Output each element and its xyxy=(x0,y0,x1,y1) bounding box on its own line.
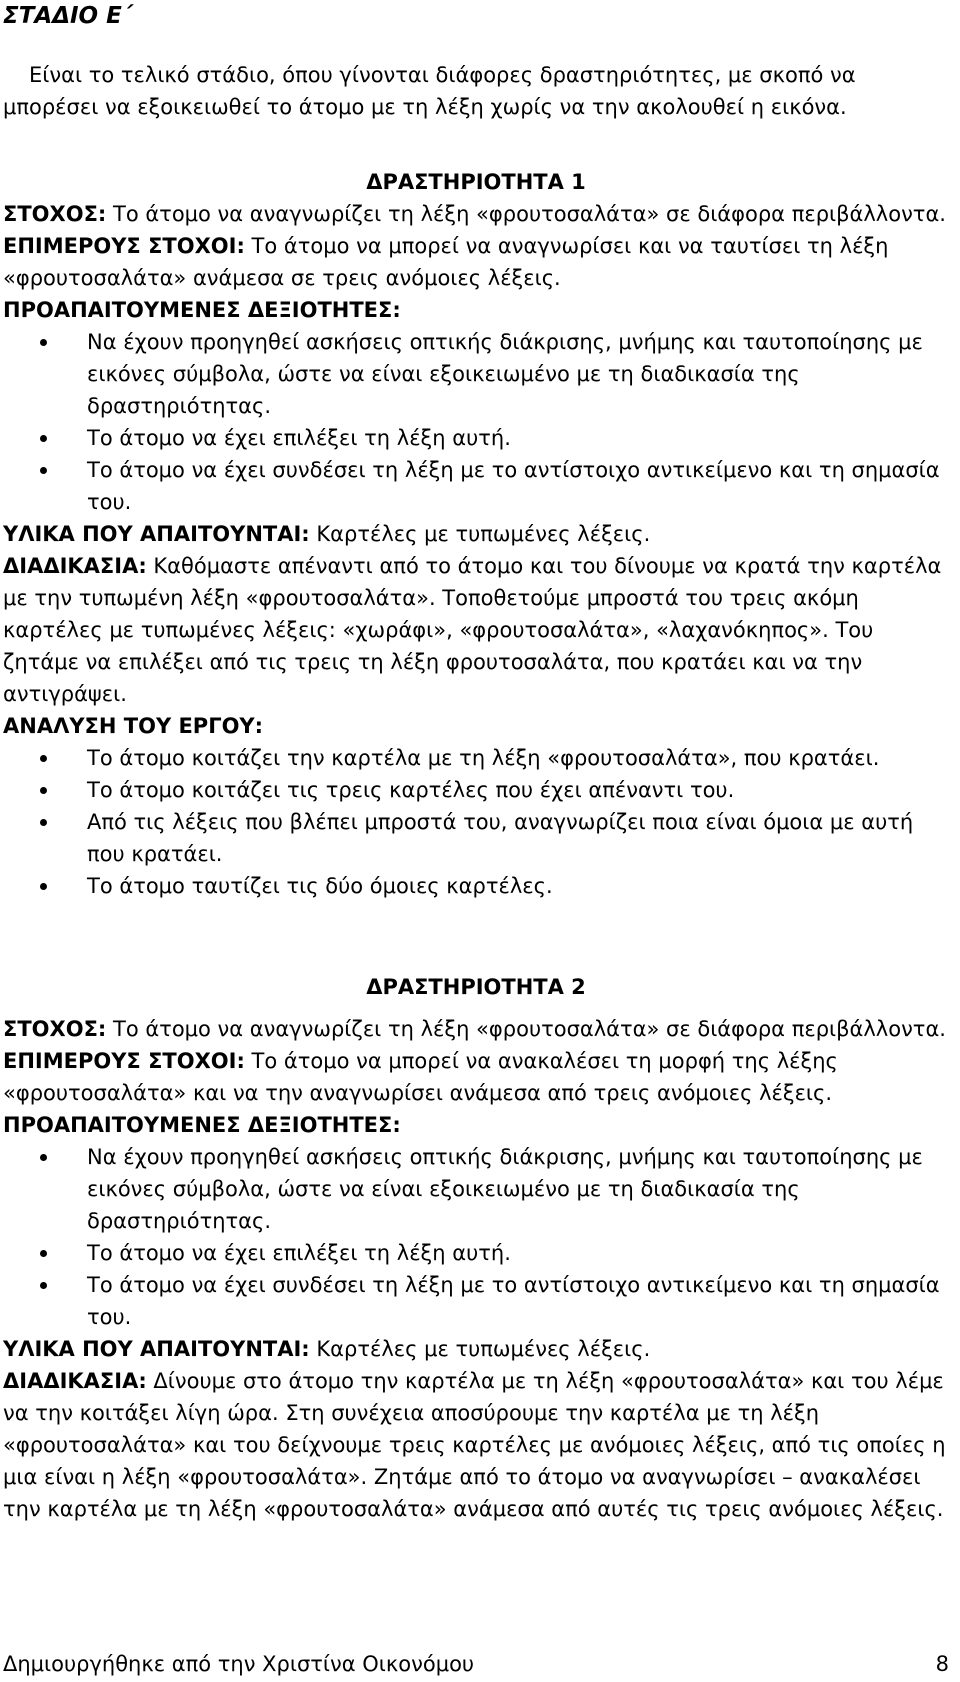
activity-2-section xyxy=(3,971,949,1525)
page-number: 8 xyxy=(935,1652,949,1676)
activity-2-procedure xyxy=(3,1365,949,1525)
list-item-text: Το άτομο να έχει επιλέξει τη λέξη αυτή. xyxy=(87,1241,511,1265)
bullet-icon xyxy=(40,883,47,890)
list-item-text: Το άτομο να έχει συνδέσει τη λέξη με το αντίστοιχο αντικείμενο και τη σημασία του. xyxy=(87,458,940,514)
subgoals-text: Το άτομο να μπορεί να ανακαλέσει τη μορφή της λέξης «φρουτοσαλάτα» και να την αναγνωρίσει ανάμεσα από τρεις ανόμοιες λέξεις. xyxy=(3,1049,838,1105)
activity-1-prereq-list xyxy=(3,326,949,518)
bullet-icon xyxy=(40,787,47,794)
procedure-text: Δίνουμε στο άτομο την καρτέλα με τη λέξη «φρουτοσαλάτα» και του λέμε να την κοιτάξει λίγη ώρα. Στη συνέχεια αποσύρουμε την καρτέλα με τη λέξη «φρουτοσαλάτα» και του δείχνουμε τρεις καρτέλες με ανόμοιες λέξεις, από τις οποίες η μια είναι η λέξη «φρουτοσαλάτα». Ζητάμε από το άτομο να αναγνωρίσει – ανακαλέσει την καρτέλα με τη λέξη «φρουτοσαλάτα» ανάμεσα από αυτές τις τρεις ανόμοιες λέξεις. xyxy=(3,1369,946,1521)
procedure-text: Καθόμαστε απέναντι από το άτομο και του δίνουμε να κρατά την καρτέλα με την τυπωμένη λέξη «φρουτοσαλάτα». Τοποθετούμε μπροστά του τρεις ακόμη καρτέλες με τυπωμένες λέξεις: «χωράφι», «φρουτοσαλάτα», «λαχανόκηπος». Του ζητάμε να επιλέξει από τις τρεις τη λέξη φρουτοσαλάτα, που κρατάει και να την αντιγράψει. xyxy=(3,554,942,706)
bullet-icon xyxy=(40,1282,47,1289)
goal-text: Το άτομο να αναγνωρίζει τη λέξη «φρουτοσαλάτα» σε διάφορα περιβάλλοντα. xyxy=(106,202,946,226)
list-item-text: Το άτομο κοιτάζει τις τρεις καρτέλες που έχει απέναντι του. xyxy=(87,778,735,802)
activity-1-title: ΔΡΑΣΤΗΡΙΟΤΗΤΑ 1 xyxy=(366,170,586,194)
bullet-icon xyxy=(40,467,47,474)
list-item xyxy=(87,1269,949,1333)
stage-title: ΣΤΑΔΙΟ Ε΄ xyxy=(3,3,132,29)
activity-2-goal xyxy=(3,1013,949,1045)
procedure-label: ΔΙΑΔΙΚΑΣΙΑ: xyxy=(3,1369,147,1393)
activity-2-title: ΔΡΑΣΤΗΡΙΟΤΗΤΑ 2 xyxy=(366,975,586,999)
activity-2-materials xyxy=(3,1333,949,1365)
list-item-text: Το άτομο να έχει συνδέσει τη λέξη με το αντίστοιχο αντικείμενο και τη σημασία του. xyxy=(87,1273,940,1329)
list-item-text: Από τις λέξεις που βλέπει μπροστά του, αναγνωρίζει ποια είναι όμοια με αυτή που κρατάει. xyxy=(87,810,914,866)
goal-label: ΣΤΟΧΟΣ: xyxy=(3,1017,107,1041)
bullet-icon xyxy=(40,1250,47,1257)
activity-2-prereq-label: ΠΡΟΑΠΑΙΤΟΥΜΕΝΕΣ ΔΕΞΙΟΤΗΤΕΣ: xyxy=(3,1113,401,1137)
list-item xyxy=(87,422,949,454)
bullet-icon xyxy=(40,339,47,346)
activity-1-prereq-label: ΠΡΟΑΠΑΙΤΟΥΜΕΝΕΣ ΔΕΞΙΟΤΗΤΕΣ: xyxy=(3,298,401,322)
activity-1-goal xyxy=(3,198,949,230)
activity-1-subgoals xyxy=(3,230,949,294)
activity-1-materials xyxy=(3,518,949,550)
materials-label: ΥΛΙΚΑ ΠΟΥ ΑΠΑΙΤΟΥΝΤΑΙ: xyxy=(3,522,310,546)
activity-2-prereq-list xyxy=(3,1141,949,1333)
list-item xyxy=(87,326,949,422)
activity-2-subgoals xyxy=(3,1045,949,1109)
subgoals-label: ΕΠΙΜΕΡΟΥΣ ΣΤΟΧΟΙ: xyxy=(3,234,245,258)
list-item xyxy=(87,454,949,518)
list-item-text: Το άτομο κοιτάζει την καρτέλα με τη λέξη «φρουτοσαλάτα», που κρατάει. xyxy=(87,746,880,770)
list-item-text: Να έχουν προηγηθεί ασκήσεις οπτικής διάκρισης, μνήμης και ταυτοποίησης με εικόνες σύμβολα, ώστε να είναι εξοικειωμένο με τη διαδικασία της δραστηριότητας. xyxy=(87,1145,923,1233)
subgoals-text: Το άτομο να μπορεί να αναγνωρίσει και να ταυτίσει τη λέξη «φρουτοσαλάτα» ανάμεσα σε τρεις ανόμοιες λέξεις. xyxy=(3,234,889,290)
intro-paragraph: Είναι το τελικό στάδιο, όπου γίνονται διάφορες δραστηριότητες, με σκοπό να μπορέσει να εξοικειωθεί το άτομο με τη λέξη χωρίς να την ακολουθεί η εικόνα. xyxy=(3,63,856,119)
bullet-icon xyxy=(40,755,47,762)
procedure-label: ΔΙΑΔΙΚΑΣΙΑ: xyxy=(3,554,147,578)
list-item xyxy=(87,1237,949,1269)
list-item xyxy=(87,870,949,902)
list-item-text: Να έχουν προηγηθεί ασκήσεις οπτικής διάκρισης, μνήμης και ταυτοποίησης με εικόνες σύμβολα, ώστε να είναι εξοικειωμένο με τη διαδικασία της δραστηριότητας. xyxy=(87,330,923,418)
bullet-icon xyxy=(40,435,47,442)
activity-1-section xyxy=(3,166,949,902)
bullet-icon xyxy=(40,1154,47,1161)
activity-1-analysis-list xyxy=(3,742,949,902)
list-item xyxy=(87,774,949,806)
materials-label: ΥΛΙΚΑ ΠΟΥ ΑΠΑΙΤΟΥΝΤΑΙ: xyxy=(3,1337,310,1361)
activity-1-analysis-label: ΑΝΑΛΥΣΗ ΤΟΥ ΕΡΓΟΥ: xyxy=(3,714,264,738)
footer-credit: Δημιουργήθηκε από την Χριστίνα Οικονόμου xyxy=(3,1652,475,1676)
materials-text: Καρτέλες με τυπωμένες λέξεις. xyxy=(309,522,651,546)
materials-text: Καρτέλες με τυπωμένες λέξεις. xyxy=(309,1337,651,1361)
list-item-text: Το άτομο να έχει επιλέξει τη λέξη αυτή. xyxy=(87,426,511,450)
page-footer xyxy=(3,1648,949,1680)
goal-text: Το άτομο να αναγνωρίζει τη λέξη «φρουτοσαλάτα» σε διάφορα περιβάλλοντα. xyxy=(106,1017,946,1041)
list-item xyxy=(87,1141,949,1237)
goal-label: ΣΤΟΧΟΣ: xyxy=(3,202,107,226)
list-item xyxy=(87,806,949,870)
bullet-icon xyxy=(40,819,47,826)
list-item-text: Το άτομο ταυτίζει τις δύο όμοιες καρτέλες. xyxy=(87,874,553,898)
activity-1-procedure xyxy=(3,550,949,710)
subgoals-label: ΕΠΙΜΕΡΟΥΣ ΣΤΟΧΟΙ: xyxy=(3,1049,245,1073)
list-item xyxy=(87,742,949,774)
